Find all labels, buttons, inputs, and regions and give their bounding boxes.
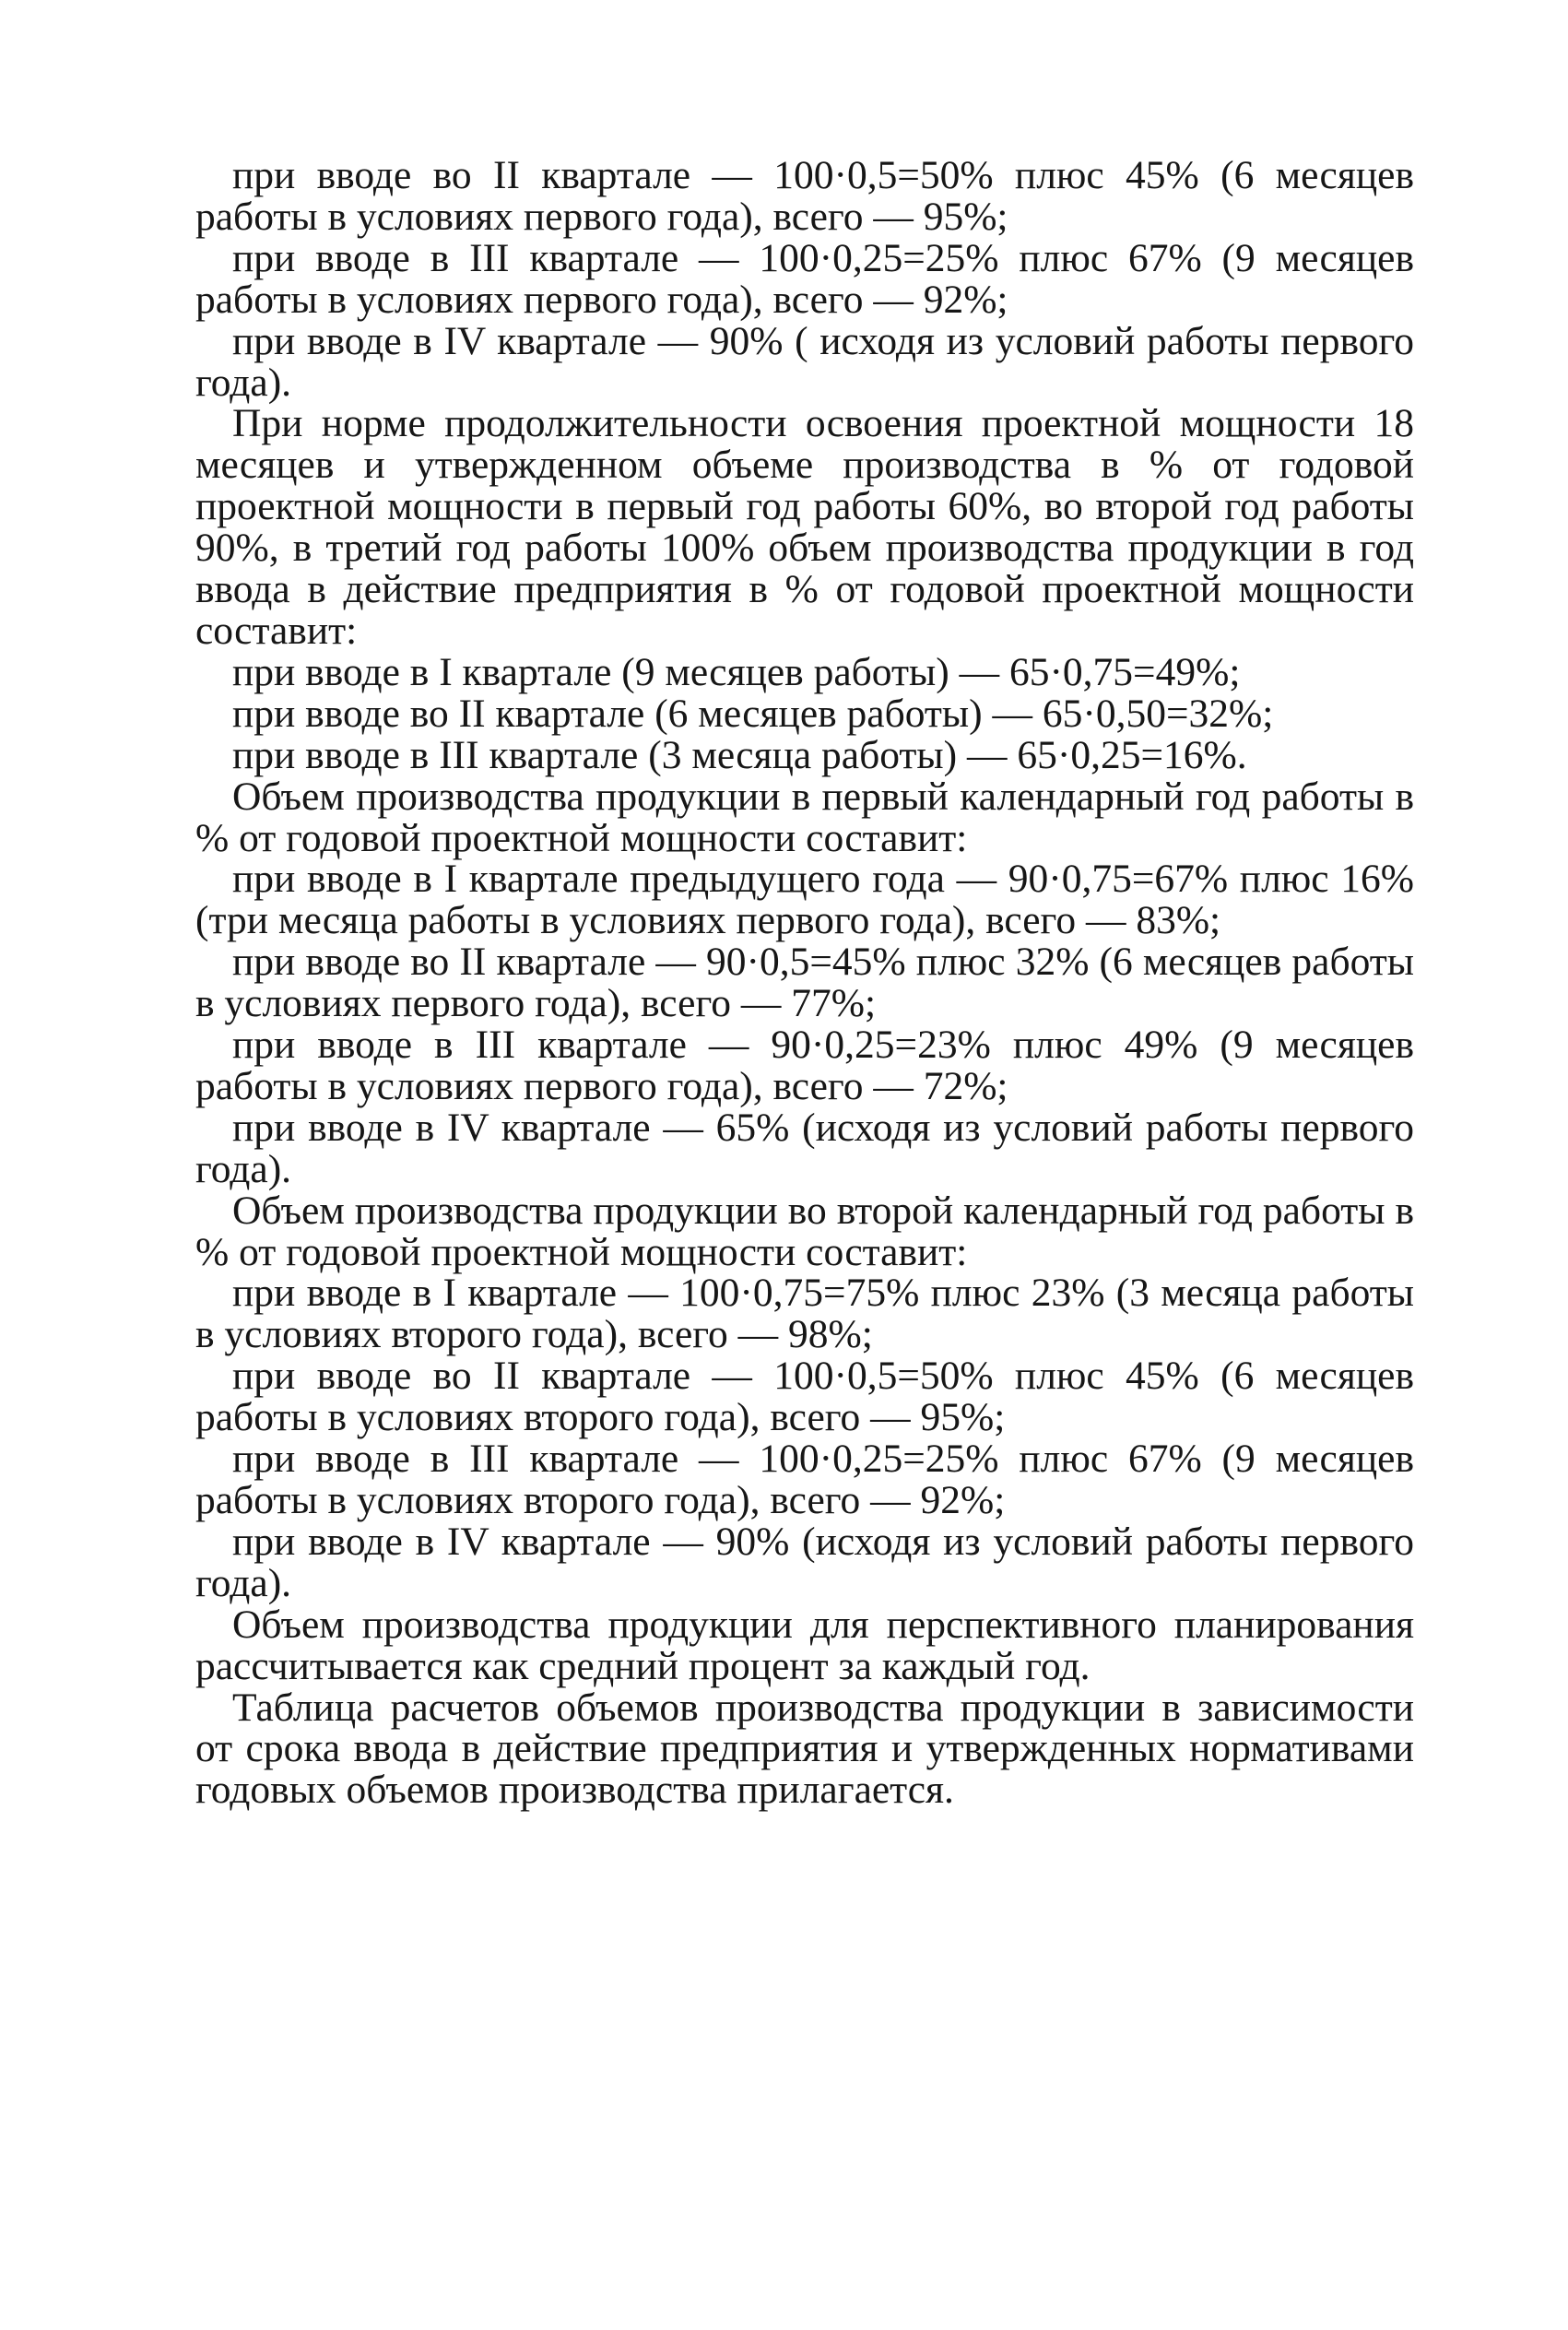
paragraph: при вводе в III квартале — 90·0,25=23% плюс 49% (9 месяцев работы в условиях первого года), всего — 72%; (195, 1023, 1414, 1108)
paragraph: при вводе в IV квартале — 90% ( исходя из условий работы первого года). (195, 318, 1414, 405)
paragraph: при вводе в I квартале — 100·0,75=75% плюс 23% (3 месяца работы в условиях второго года), всего — 98%; (195, 1271, 1414, 1357)
paragraph: при вводе в IV квартале — 65% (исходя из условий работы первого года). (195, 1105, 1414, 1191)
paragraph: при вводе в III квартале — 100·0,25=25% плюс 67% (9 месяцев работы в условиях первого года), всего — 92%; (195, 235, 1414, 322)
paragraph: при вводе в III квартале (3 месяца работы) — 65·0,25=16%. (232, 732, 1247, 777)
paragraph: Объем производства продукции в первый календарный год работы в % от годовой проектной мощности составит: (195, 774, 1414, 860)
document-page (195, 155, 1414, 1811)
paragraph: при вводе в IV квартале — 90% (исходя из условий работы первого года). (195, 1519, 1414, 1605)
paragraph: при вводе в III квартале — 100·0,25=25% плюс 67% (9 месяцев работы в условиях второго года), всего — 92%; (195, 1437, 1414, 1522)
paragraph: При норме продолжительности освоения проектной мощности 18 месяцев и утвержденном объеме производства в % от годовой проектной мощности в первый год работы 60%, во второй год работы 90%, в третий год работы 100% объем производства продукции в год ввода в действие предприятия в % от годовой проектной мощности составит: (195, 401, 1414, 653)
paragraph: при вводе во II квартале — 90·0,5=45% плюс 32% (6 месяцев работы в условиях первого года), всего — 77%; (195, 940, 1414, 1026)
paragraph: при вводе в I квартале предыдущего года — 90·0,75=67% плюс 16% (три месяца работы в условиях первого года), всего — 83%; (195, 857, 1414, 943)
paragraph: при вводе во II квартале (6 месяцев работы) — 65·0,50=32%; (232, 691, 1274, 736)
paragraph: Объем производства продукции во второй календарный год работы в % от годовой проектной мощности составит: (195, 1188, 1414, 1274)
paragraph: Таблица расчетов объемов производства продукции в зависимости от срока ввода в действие предприятия и утвержденных нормативами годовых объемов производства прилагается. (195, 1685, 1414, 1813)
paragraph: при вводе во II квартале — 100·0,5=50% плюс 45% (6 месяцев работы в условиях первого года), всего — 95%; (195, 153, 1414, 239)
paragraph: при вводе в I квартале (9 месяцев работы) — 65·0,75=49%; (232, 649, 1241, 694)
paragraph: Объем производства продукции для перспективного планирования рассчитывается как средний процент за каждый год. (195, 1602, 1414, 1688)
paragraph: при вводе во II квартале — 100·0,5=50% плюс 45% (6 месяцев работы в условиях второго года), всего — 95%; (195, 1354, 1414, 1440)
